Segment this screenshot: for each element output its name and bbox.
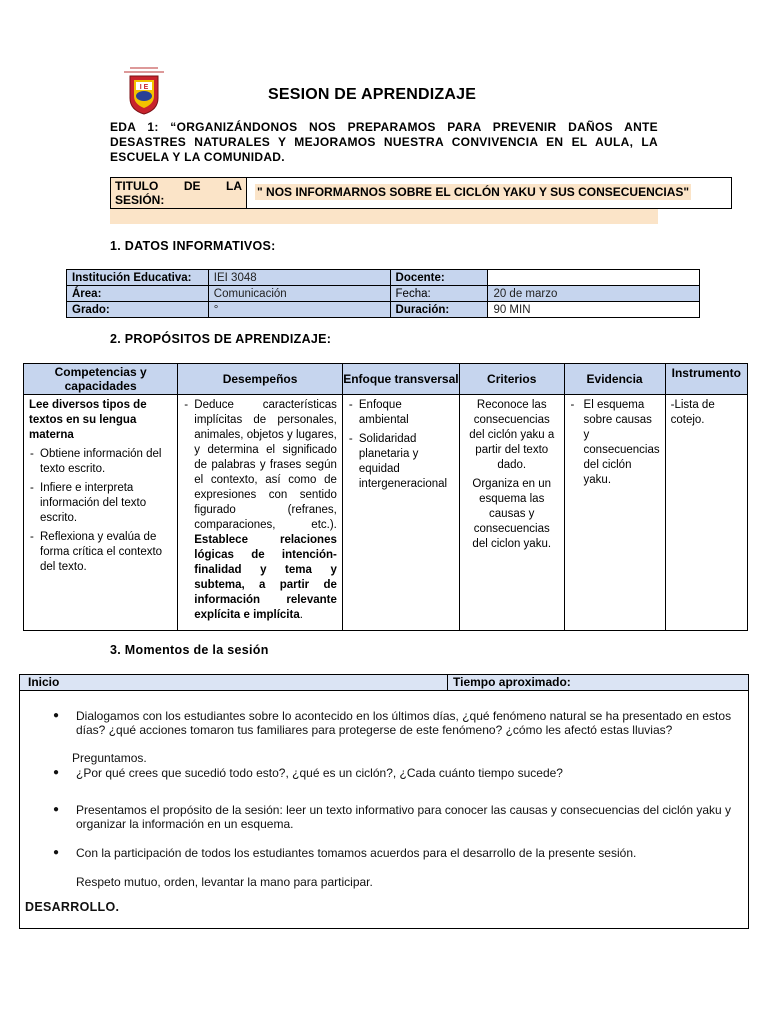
list-item [53, 846, 746, 860]
bullet-text: Presentamos el propósito de la sesión: leer un texto informativo para conocer las causas y consecuencias del ciclón yaku y organizar la información en un esquema. [76, 803, 732, 831]
tiempo-label: Tiempo aproximado: [453, 675, 571, 689]
competencias-cell [24, 395, 178, 631]
desempenos-cell [178, 395, 343, 631]
grado-value: ° [208, 302, 390, 318]
momentos-box [19, 674, 749, 929]
bullet-icon: ● [53, 767, 60, 778]
desempeno-text: Deduce características implícitas de personales, animales, objetos y lugares, y determina el significado de palabras y frases según el contexto, así como de expresiones con sentido figurado (refranes, comparaciones, etc.). [194, 399, 337, 531]
column-header: Competencias y capacidades [24, 364, 178, 395]
list-item: - Reflexiona y evalúa de forma crítica el contexto del texto. [29, 530, 172, 575]
session-title-box [110, 177, 732, 209]
title-label-word: LA [226, 179, 242, 193]
table-header-row [24, 364, 748, 395]
instrumento-cell [665, 395, 747, 631]
session-title-value [247, 178, 731, 208]
propositos-table [23, 363, 748, 631]
table-row [67, 302, 700, 318]
page-title: SESION DE APRENDIZAJE [268, 86, 477, 103]
docente-value [488, 270, 700, 286]
datos-table [66, 269, 700, 318]
list-item: - Infiere e interpreta información del texto escrito. [29, 481, 172, 526]
table-row [67, 270, 700, 286]
session-title-label [111, 178, 247, 208]
inicio-label: Inicio [20, 675, 448, 690]
criterio-text: Organiza en un esquema las causas y consecuencias del ciclon yaku. [472, 478, 552, 550]
preguntamos-text: Preguntamos. [72, 751, 147, 765]
datos-heading: 1. DATOS INFORMATIVOS: [110, 239, 276, 253]
duracion-label: Duración: [390, 302, 488, 318]
list-item [53, 766, 746, 780]
logo-letters: I E [139, 84, 149, 91]
instrumento-text: -Lista de cotejo. [670, 399, 715, 426]
momentos-header-row [20, 675, 748, 691]
grado-label: Grado: [67, 302, 209, 318]
desempeno-item [183, 398, 337, 623]
area-label: Área: [67, 286, 209, 302]
list-item: - Enfoque ambiental [348, 398, 454, 428]
list-item: - Obtiene información del texto escrito. [29, 447, 172, 477]
list-item [53, 803, 746, 831]
session-title-text: " NOS INFORMARNOS SOBRE EL CICLÓN YAKU Y SUS CONSECUENCIAS" [257, 185, 690, 199]
school-logo [116, 64, 172, 116]
table-row [24, 395, 748, 631]
bullet-text: Con la participación de todos los estudiantes tomamos acuerdos para el desarrollo de la presente sesión. [76, 846, 637, 860]
institucion-value: IEI 3048 [208, 270, 390, 286]
competencia-title: Lee diversos tipos de textos en su lengua materna [29, 399, 147, 441]
evidencia-cell [564, 395, 665, 631]
table-row [67, 286, 700, 302]
bullet-icon: ● [53, 804, 60, 815]
respeto-text: Respeto mutuo, orden, levantar la mano para participar. [76, 875, 373, 889]
fecha-value: 20 de marzo [488, 286, 700, 302]
column-header: Evidencia [564, 364, 665, 395]
fecha-label: Fecha: [390, 286, 488, 302]
docente-label: Docente: [390, 270, 488, 286]
eda-text: EDA 1: “ORGANIZÁNDONOS NOS PREPARAMOS PARA PREVENIR DAÑOS ANTE DESASTRES NATURALES Y MEJORAMOS NUESTRA CONVIVENCIA EN EL AULA, LA ESCUELA Y LA COMUNIDAD. [110, 120, 658, 164]
column-header: Enfoque transversal [342, 364, 459, 395]
propositos-heading: 2. PROPÓSITOS DE APRENDIZAJE: [110, 332, 332, 346]
enfoque-cell [342, 395, 459, 631]
title-label-line2: SESIÓN: [115, 193, 165, 207]
title-label-word: TITULO [115, 179, 159, 193]
area-value: Comunicación [208, 286, 390, 302]
evidencia-text: - El esquema sobre causas y consecuencias del ciclón yaku. [570, 398, 660, 488]
capacidades-list [29, 447, 172, 575]
momentos-heading: 3. Momentos de la sesión [110, 643, 269, 657]
bullet-text: Dialogamos con los estudiantes sobre lo acontecido en los últimos días, ¿qué fenómeno natural se ha presentado en estos días? ¿qué acciones tomaron tus familiares para protegerse de este fenómeno? ¿cómo les afectó estas lluvias? [76, 709, 732, 737]
bullet-icon: ● [53, 710, 60, 721]
criterio-text: Reconoce las consecuencias del ciclón yaku a partir del texto dado. [469, 399, 555, 471]
criterios-cell [459, 395, 564, 631]
desarrollo-heading: DESARROLLO. [25, 900, 120, 914]
list-item [53, 709, 746, 737]
institucion-label: Institución Educativa: [67, 270, 209, 286]
title-highlight-strip [110, 209, 658, 224]
column-header: Criterios [459, 364, 564, 395]
desempeno-bold-text: Establece relaciones lógicas de intención-finalidad y tema y subtema, a partir de información relevante explícita e implícita [194, 534, 337, 621]
duracion-value: 90 MIN [488, 302, 700, 318]
title-label-word: DE [183, 179, 201, 193]
column-header: Instrumento [665, 364, 747, 395]
desempeno-end: . [299, 609, 303, 621]
column-header: Desempeños [178, 364, 343, 395]
list-item: - Solidaridad planetaria y equidad intergeneracional [348, 432, 454, 492]
bullet-text: ¿Por qué crees que sucedió todo esto?, ¿qué es un ciclón?, ¿Cada cuánto tiempo sucede? [76, 766, 563, 780]
bullet-icon: ● [53, 847, 60, 858]
